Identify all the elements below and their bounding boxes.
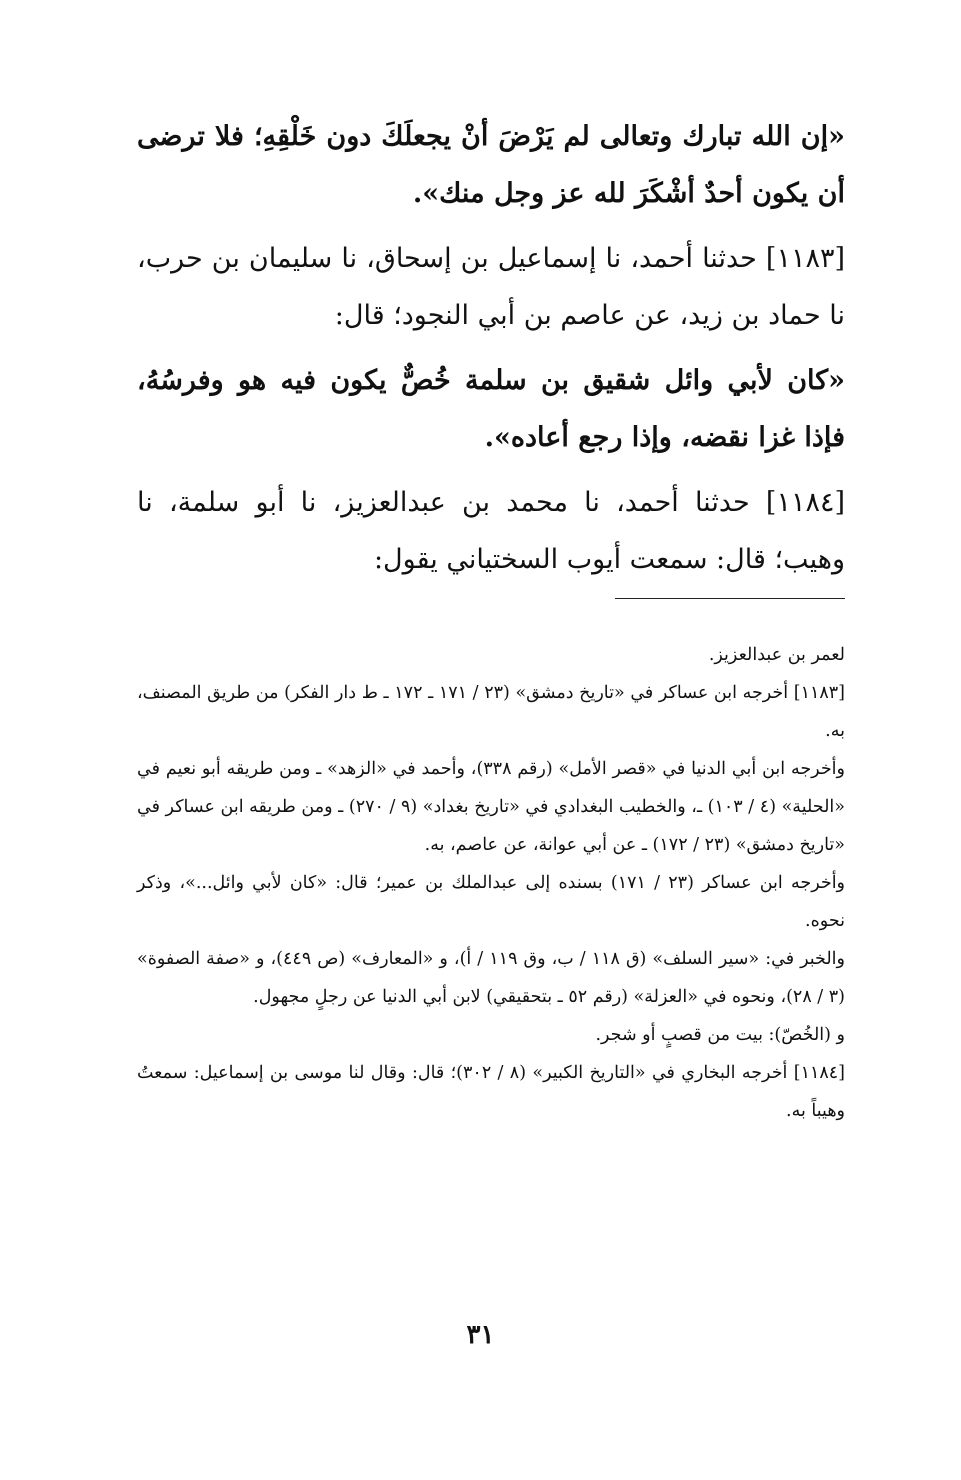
- quote-paragraph: «إن الله تبارك وتعالى لم يَرْضَ أنْ يجعلَكَ دون خَلْقِهِ؛ فلا ترضى أن يكون أحدٌ أشْكَرَ لله عز وجل منك».: [137, 121, 845, 209]
- main-text-block: [137, 108, 845, 588]
- isnad-paragraph-1183: [١١٨٣] حدثنا أحمد، نا إسماعيل بن إسحاق، نا سليمان بن حرب، نا حماد بن زيد، عن عاصم بن أبي النجود؛ قال:: [137, 243, 845, 331]
- footnote-1183-source: [١١٨٣] أخرجه ابن عساكر في «تاريخ دمشق» (٢٣ / ١٧١ ـ ١٧٢ ـ ط دار الفكر) من طريق المصنف، به.: [137, 683, 845, 741]
- isnad-paragraph-1184: [١١٨٤] حدثنا أحمد، نا محمد بن عبدالعزيز، نا أبو سلمة، نا وهيب؛ قال: سمعت أيوب السختياني يقول:: [137, 487, 845, 575]
- footnotes-block: [137, 636, 845, 1130]
- footnote-1183-ibn-asakir: وأخرجه ابن عساكر (٢٣ / ١٧١) بسنده إلى عبدالملك بن عمير؛ قال: «كان لأبي وائل...»، وذكر نحوه.: [137, 873, 846, 931]
- footnote-1184-source: [١١٨٤] أخرجه البخاري في «التاريخ الكبير» (٨ / ٣٠٢)؛ قال: وقال لنا موسى بن إسماعيل: سمعتُ وهيباً به.: [137, 1063, 845, 1121]
- page-number: ٣١: [466, 1320, 495, 1350]
- footnote-1183-other-sources: وأخرجه ابن أبي الدنيا في «قصر الأمل» (رقم ٣٣٨)، وأحمد في «الزهد» ـ ومن طريقه أبو نعيم في «الحلية» (٤ / ١٠٣) ـ، والخطيب البغدادي في «تاريخ بغداد» (٩ / ٢٧٠) ـ ومن طريقه ابن عساكر في «تاريخ دمشق» (٢٣ / ١٧٢) ـ عن أبي عوانة، عن عاصم، به.: [137, 759, 845, 855]
- quote-paragraph-1183: «كان لأبي وائل شقيق بن سلمة خُصٌّ يكون فيه هو وفرسُهُ، فإذا غزا نقضه، وإذا رجع أعاده».: [137, 365, 845, 453]
- footnote-1183-khabar: والخبر في: «سير السلف» (ق ١١٨ / ب، وق ١١٩ / أ)، و «المعارف» (ص ٤٤٩)، و «صفة الصفوة» (٣ / ٢٨)، ونحوه في «العزلة» (رقم ٥٢ ـ بتحقيقي) لابن أبي الدنيا عن رجلٍ مجهول.: [137, 949, 845, 1007]
- footnote-divider: [615, 598, 845, 599]
- footnote-continuation: لعمر بن عبدالعزيز.: [708, 645, 845, 665]
- footnote-khuss-definition: و (الخُصّ): بيت من قصبٍ أو شجر.: [595, 1025, 845, 1045]
